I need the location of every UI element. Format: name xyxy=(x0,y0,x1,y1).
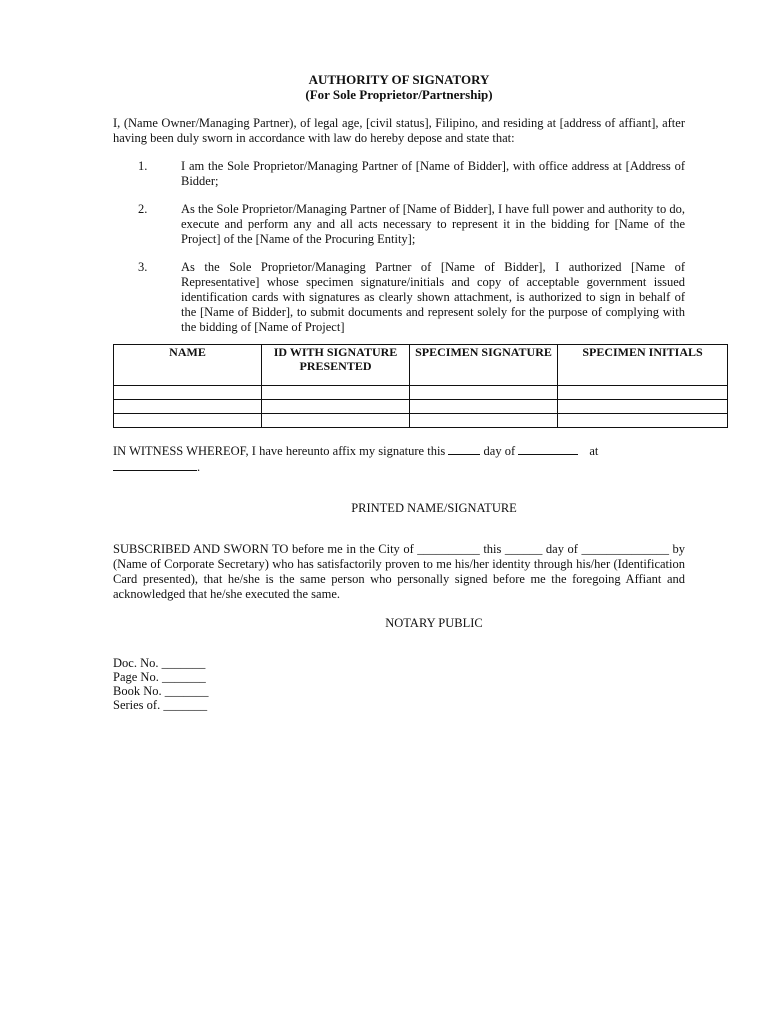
table-cell xyxy=(114,386,262,400)
list-item xyxy=(113,202,685,247)
document-page xyxy=(113,72,703,712)
table-cell xyxy=(558,414,728,428)
table-cell xyxy=(262,386,410,400)
header-id-with-signature: ID WITH SIGNATURE PRESENTED xyxy=(262,345,410,386)
witness-statement xyxy=(113,443,685,475)
list-item-text: As the Sole Proprietor/Managing Partner of [Name of Bidder], I have full power and authority to do, execute and perform any and all acts necessary to represent it in the bidding for [Name of the Project] of the [Name of the Procuring Entity]; xyxy=(181,202,685,246)
list-item-number: 3. xyxy=(138,260,148,274)
header-specimen-signature: SPECIMEN SIGNATURE xyxy=(410,345,558,386)
day-blank xyxy=(448,443,480,455)
table-cell xyxy=(114,414,262,428)
table-cell xyxy=(262,400,410,414)
witness-day-text: day of xyxy=(483,444,516,458)
notary-references xyxy=(113,656,685,712)
witness-at-text: at xyxy=(589,444,599,458)
signatory-table xyxy=(113,344,728,428)
list-item-text: I am the Sole Proprietor/Managing Partner of [Name of Bidder], with office address at [Address of Bidder; xyxy=(181,159,685,188)
sworn-statement: SUBSCRIBED AND SWORN TO before me in the City of __________ this ______ day of ______________ by (Name of Corporate Secretary) who has satisfactorily proven to me his/her identity through his/her (Identification Card presented), that he/she is the same person who personally signed before me the foregoing Affiant and acknowledged that he/she executed the same. xyxy=(113,542,685,601)
table-cell xyxy=(410,386,558,400)
table-cell xyxy=(114,400,262,414)
header-specimen-initials: SPECIMEN INITIALS xyxy=(558,345,728,386)
list-item-number: 2. xyxy=(138,202,148,216)
document-subtitle: (For Sole Proprietor/Partnership) xyxy=(305,87,493,102)
book-no: Book No. _______ xyxy=(113,684,209,698)
intro-paragraph: I, (Name Owner/Managing Partner), of legal age, [civil status], Filipino, and residing at [address of affiant], after having been duly sworn in accordance with law do hereby depose and state that: xyxy=(113,116,685,145)
list-item xyxy=(113,260,685,335)
table-row xyxy=(114,386,728,400)
month-blank xyxy=(518,443,578,455)
table-cell xyxy=(410,414,558,428)
table-cell xyxy=(558,386,728,400)
notary-public-label: NOTARY PUBLIC xyxy=(385,616,483,630)
header-name: NAME xyxy=(114,345,262,386)
page-no: Page No. _______ xyxy=(113,670,206,684)
table-cell xyxy=(410,400,558,414)
table-cell xyxy=(262,414,410,428)
witness-text: IN WITNESS WHEREOF, I have hereunto affix my signature this xyxy=(113,444,446,458)
table-row xyxy=(114,414,728,428)
list-item-text: As the Sole Proprietor/Managing Partner of [Name of Bidder], I authorized [Name of Representative] whose specimen signature/initials and copy of acceptable government issued identification cards with signatures as clearly shown attachment, is authorized to sign in behalf of the [Name of Bidder], to submit documents and represent solely for the purpose of complying with the bidding of [Name of Project] xyxy=(181,260,685,334)
place-blank xyxy=(113,459,197,471)
table-header-row xyxy=(114,345,728,386)
series-of: Series of. _______ xyxy=(113,698,208,712)
table-row xyxy=(114,400,728,414)
document-title: AUTHORITY OF SIGNATORY xyxy=(308,72,490,87)
list-item xyxy=(113,159,685,189)
printed-name-signature: PRINTED NAME/SIGNATURE xyxy=(351,501,517,515)
list-item-number: 1. xyxy=(138,159,148,173)
table-cell xyxy=(558,400,728,414)
witness-end: . xyxy=(197,460,201,474)
doc-no: Doc. No. _______ xyxy=(113,656,206,670)
